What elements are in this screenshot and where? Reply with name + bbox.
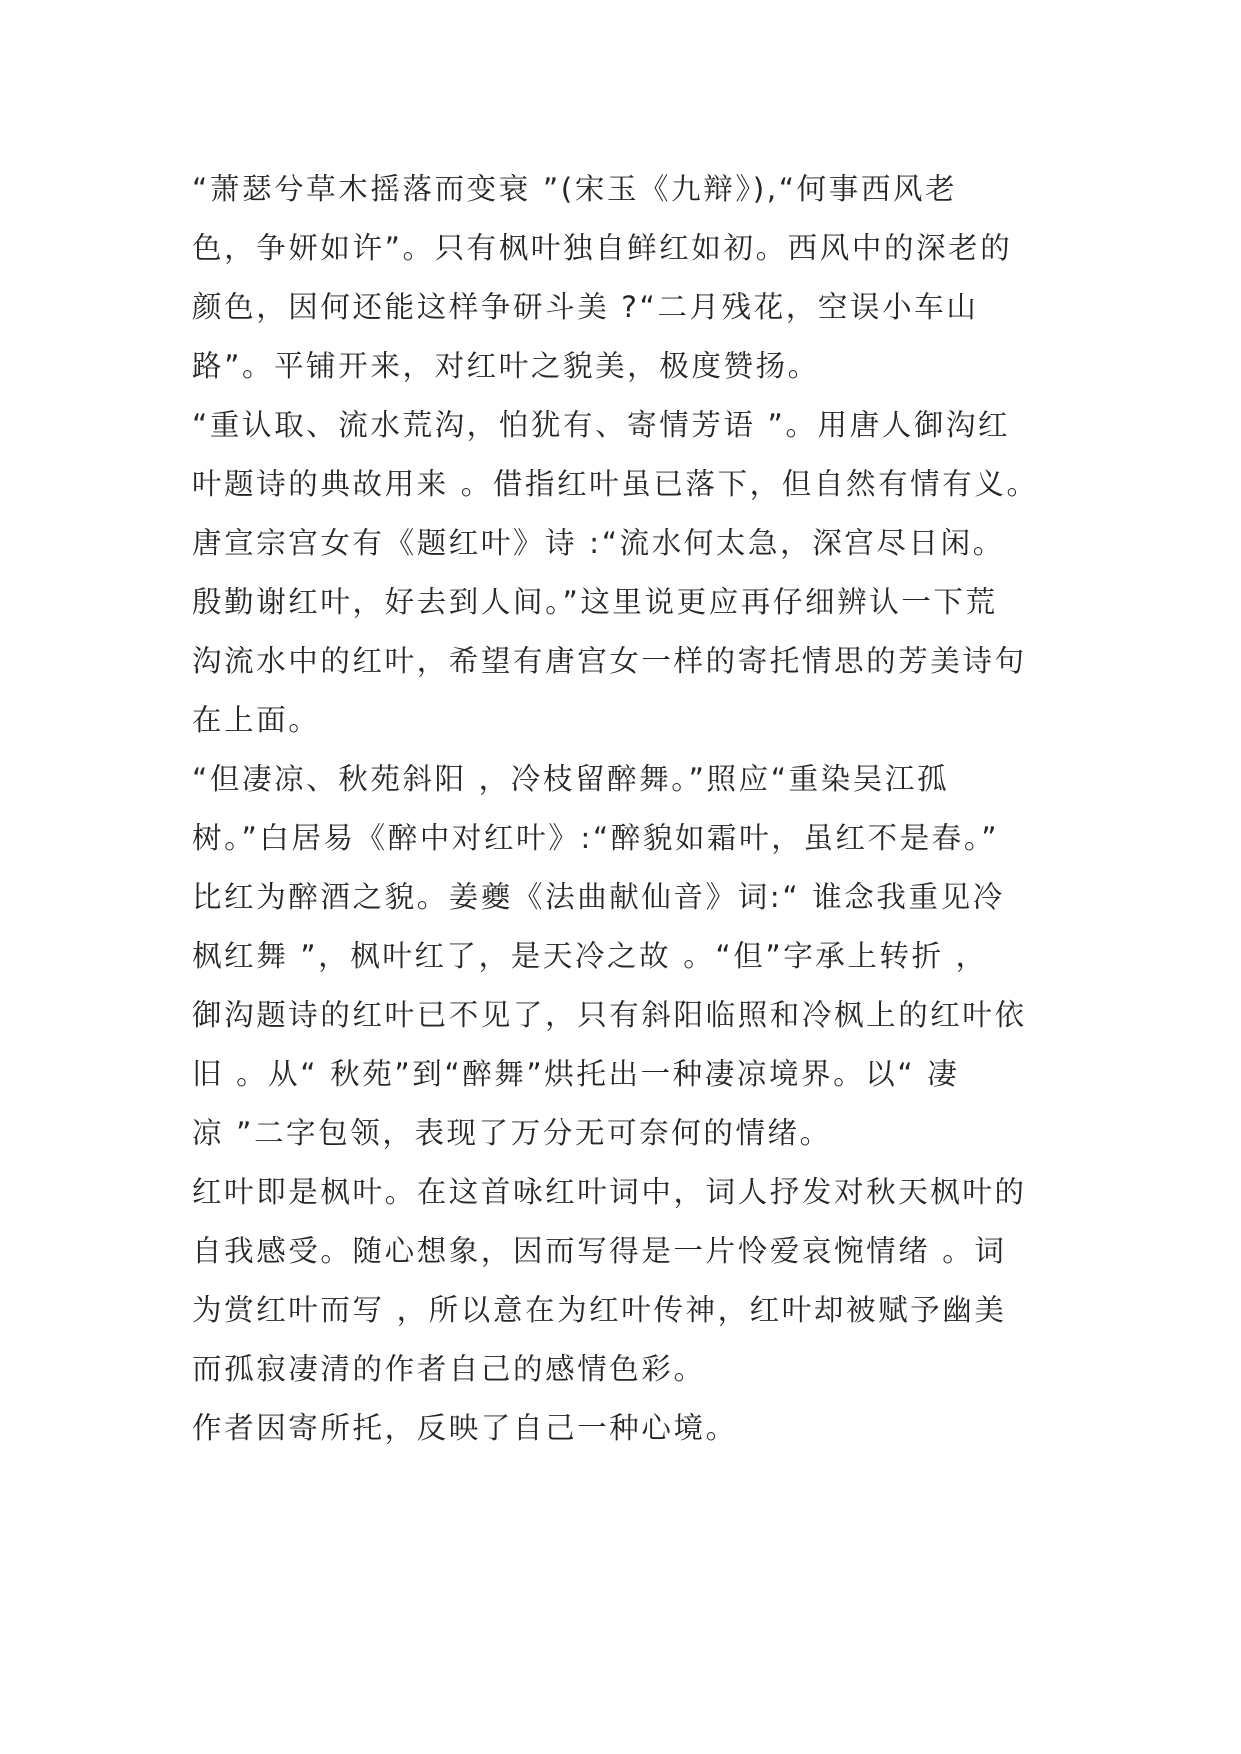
- text-line: 凉 ”二字包领，表现了万分无可奈何的情绪。: [192, 1116, 832, 1150]
- text-line: 殷勤谢红叶，好去到人间。”这里说更应再仔细辨认一下荒: [192, 585, 998, 619]
- text-line: 唐宣宗宫女有《题红叶》诗 :“流水何太急，深宫尽日闲。: [192, 526, 1005, 560]
- text-line: 在上面。: [192, 703, 321, 737]
- paragraph-5: [192, 1399, 1064, 1458]
- paragraph-2: [192, 396, 1064, 750]
- text-line: 沟流水中的红叶，希望有唐宫女一样的寄托情思的芳美诗句: [192, 644, 1027, 678]
- paragraph-4: [192, 1163, 1064, 1399]
- text-line: 旧 。从“ 秋苑”到“醉舞”烘托出一种凄凉境界。以“ 凄: [192, 1057, 960, 1091]
- text-line: 枫红舞 ”，枫叶红了，是天冷之故 。“但”字承上转折 ，: [192, 939, 988, 973]
- text-line: 作者因寄所托，反映了自己一种心境。: [192, 1411, 738, 1445]
- text-line: 树。”白居易《醉中对红叶》:“醉貌如霜叶，虽红不是春。”: [192, 821, 1000, 855]
- text-line: 红叶即是枫叶。在这首咏红叶词中，词人抒发对秋天枫叶的: [192, 1175, 1027, 1209]
- text-line: 路”。平铺开来，对红叶之貌美，极度赞扬。: [192, 349, 820, 383]
- text-line: 颜色，因何还能这样争研斗美 ?“二月残花，空误小车山: [192, 290, 979, 324]
- text-line: 色，争妍如许”。只有枫叶独自鲜红如初。西风中的深老的: [192, 231, 1013, 265]
- text-line: 叶题诗的典故用来 。借指红叶虽已落下，但自然有情有义。: [192, 467, 1039, 501]
- text-line: 自我感受。随心想象，因而写得是一片怜爱哀惋情绪 。词: [192, 1234, 1007, 1268]
- text-line: 而孤寂凄清的作者自己的感情色彩。: [192, 1352, 706, 1386]
- text-line: “重认取、流水荒沟，怕犹有、寄情芳语 ”。用唐人御沟红: [192, 408, 1011, 442]
- article-body: [192, 160, 1064, 1458]
- text-line: 为赏红叶而写 ，所以意在为红叶传神，红叶却被赋予幽美: [192, 1293, 1007, 1327]
- text-line: 比红为醉酒之貌。姜夔《法曲献仙音》词:“ 谁念我重见冷: [192, 880, 1005, 914]
- paragraph-3: [192, 750, 1064, 1163]
- text-line: “萧瑟兮草木摇落而变衰 ”(宋玉《九辩》),“何事西风老: [192, 172, 958, 206]
- paragraph-1: [192, 160, 1064, 396]
- text-line: “但凄凉、秋苑斜阳 ，冷枝留醉舞。”照应“重染吴江孤: [192, 762, 950, 796]
- text-line: 御沟题诗的红叶已不见了，只有斜阳临照和冷枫上的红叶依: [192, 998, 1027, 1032]
